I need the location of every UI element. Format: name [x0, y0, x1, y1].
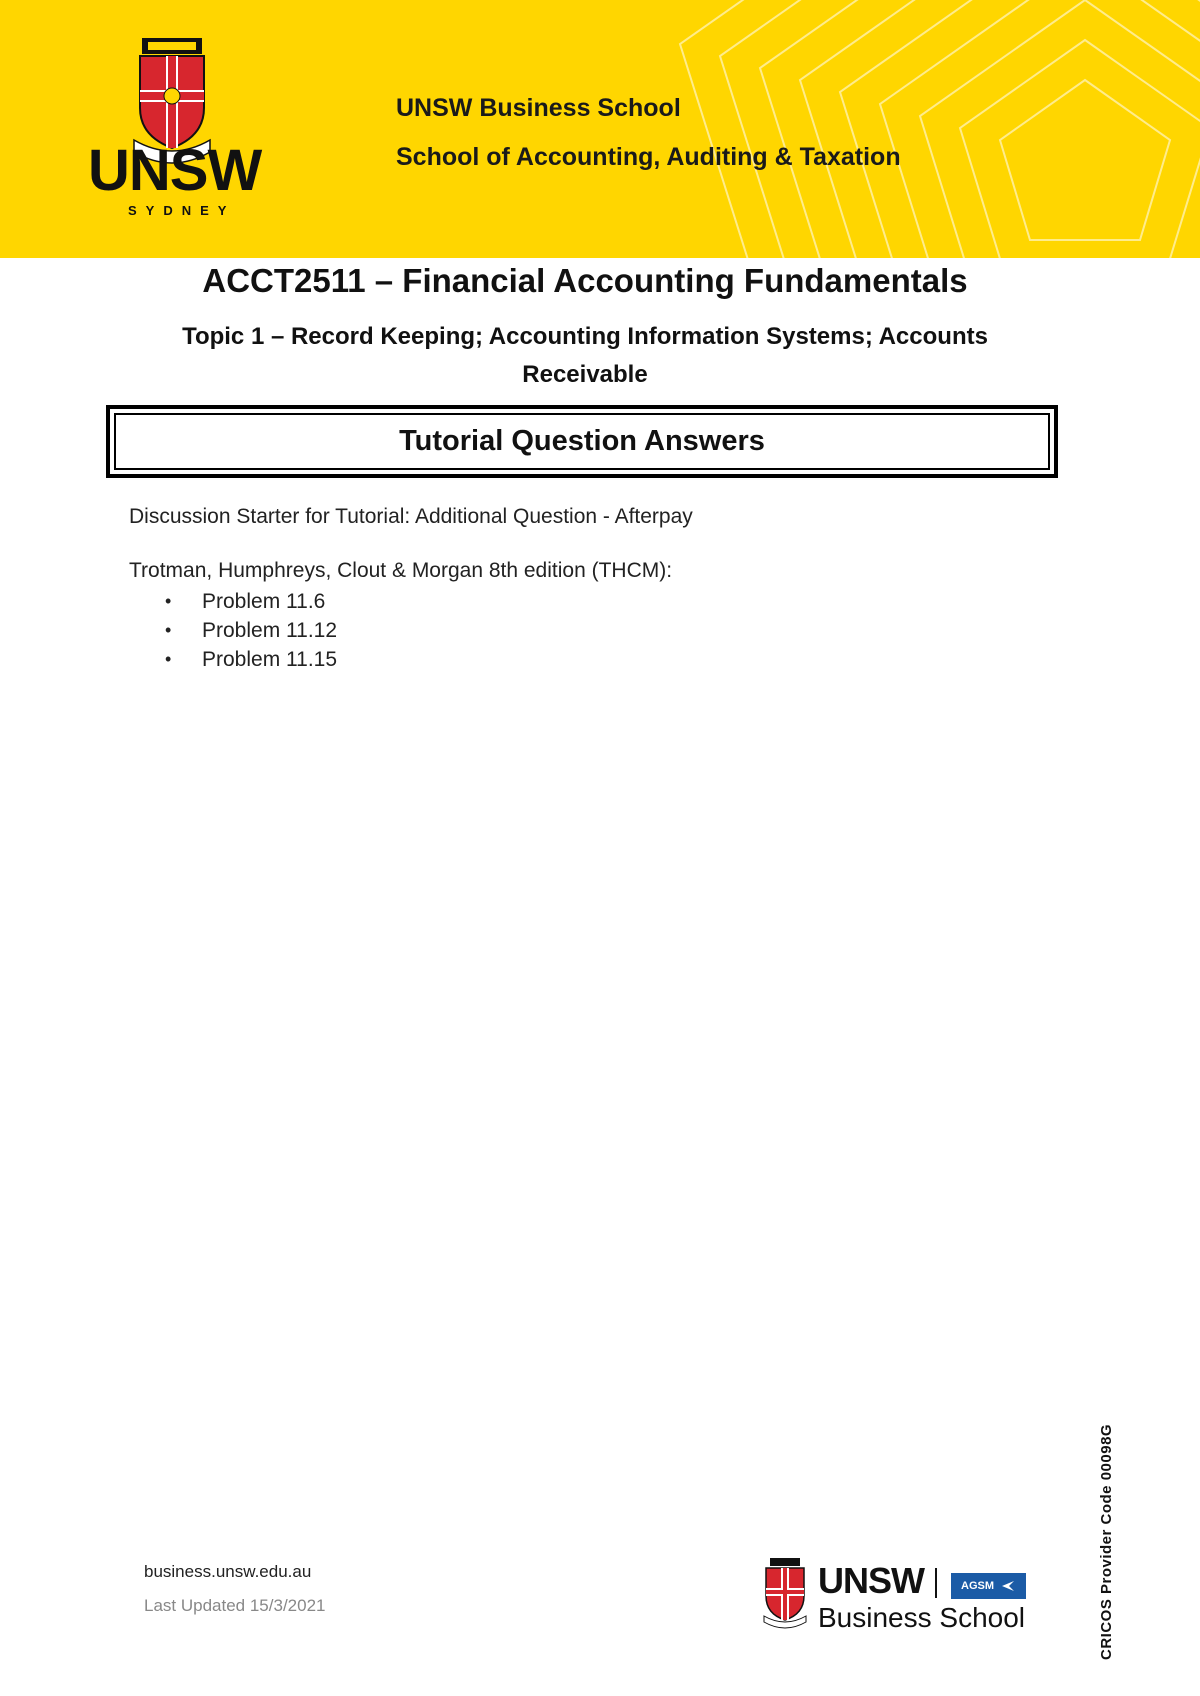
sydney-logo-label: SYDNEY — [128, 203, 236, 218]
section-heading-box — [106, 405, 1058, 478]
footer-url: business.unsw.edu.au — [144, 1562, 312, 1581]
footer-crest-logo — [762, 1558, 808, 1630]
bullet-icon: • — [165, 620, 172, 640]
list-item — [165, 587, 337, 616]
topic-title-line1: Topic 1 – Record Keeping; Accounting Information Systems; Accounts — [182, 323, 988, 350]
problem-list — [165, 587, 337, 674]
list-item — [165, 645, 337, 674]
agsm-badge — [951, 1573, 1026, 1599]
header-band — [0, 0, 1200, 258]
section-heading: Tutorial Question Answers — [114, 413, 1050, 470]
textbook-reference: Trotman, Humphreys, Clout & Morgan 8th edition (THCM): — [129, 559, 673, 582]
bullet-icon: • — [165, 591, 172, 611]
school-name: School of Accounting, Auditing & Taxation — [396, 143, 901, 171]
bullet-icon: • — [165, 649, 172, 669]
topic-title — [120, 318, 1050, 394]
last-updated: Last Updated 15/3/2021 — [144, 1596, 326, 1615]
agsm-label: AGSM — [961, 1580, 994, 1592]
list-item — [165, 616, 337, 645]
star-icon — [1000, 1579, 1016, 1593]
unsw-logo-wordmark: UNSW — [88, 138, 262, 203]
topic-title-line2: Receivable — [522, 361, 648, 388]
problem-label: Problem 11.15 — [202, 647, 338, 671]
footer-unsw-wordmark: UNSW — [818, 1560, 924, 1601]
problem-label: Problem 11.12 — [202, 618, 338, 642]
problem-label: Problem 11.6 — [202, 589, 326, 613]
discussion-starter: Discussion Starter for Tutorial: Additional Question - Afterpay — [129, 505, 693, 528]
course-title: ACCT2511 – Financial Accounting Fundamentals — [202, 262, 968, 299]
faculty-name: UNSW Business School — [396, 94, 681, 122]
cricos-code: CRICOS Provider Code 00098G — [1098, 1423, 1115, 1660]
footer-school-name: Business School — [818, 1602, 1026, 1633]
footer-divider — [935, 1568, 937, 1598]
